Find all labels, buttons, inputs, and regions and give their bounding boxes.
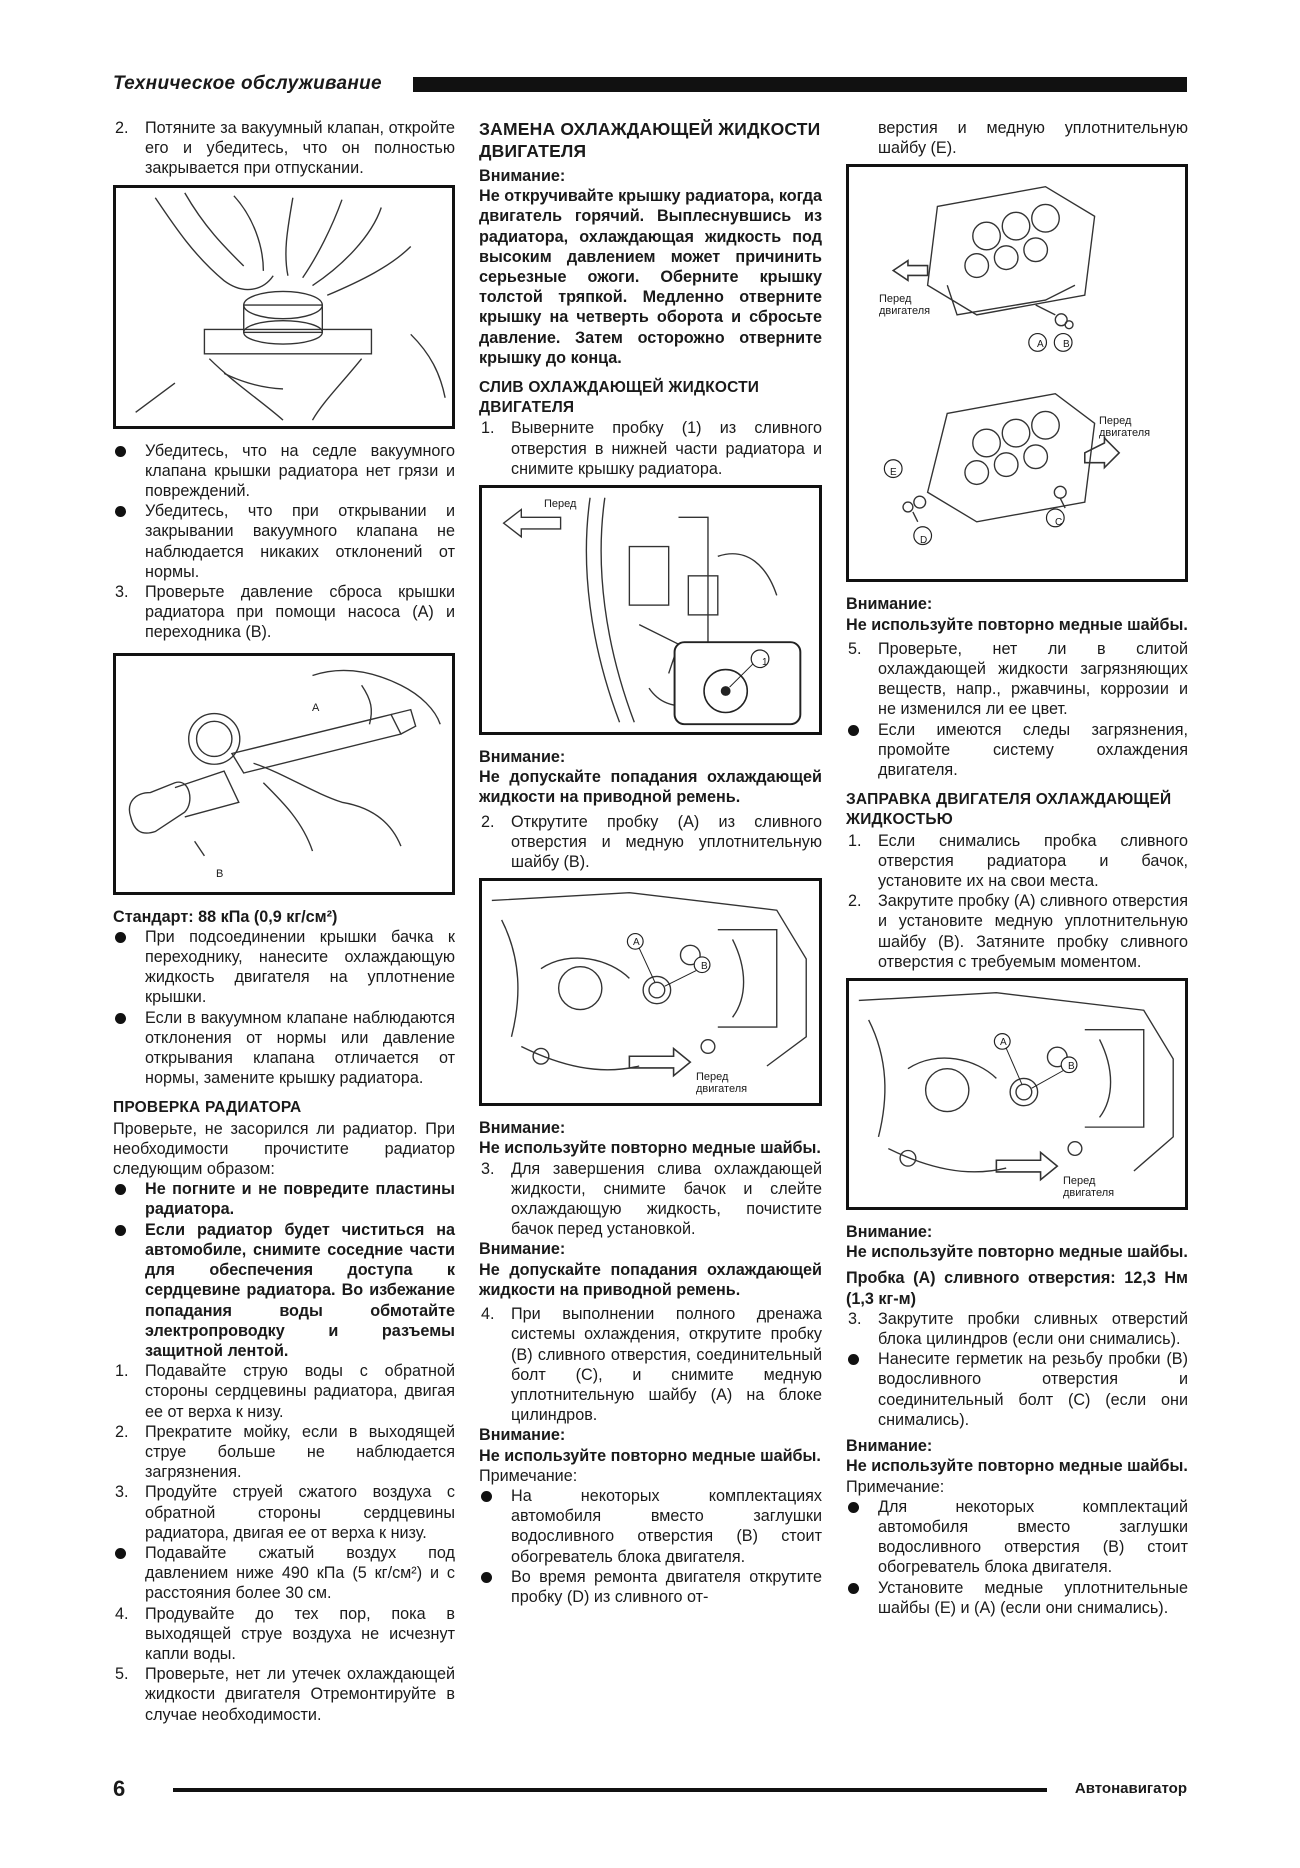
warning-text: Не используйте повторно медные шайбы. bbox=[846, 615, 1188, 634]
page-footer bbox=[113, 1776, 1187, 1804]
list-item: Установите медные уплотнительные шайбы (Е) и (А) (если они снимались). bbox=[846, 1578, 1188, 1618]
heading-fill: ЗАПРАВКА ДВИГАТЕЛЯ ОХЛАЖДАЮЩЕЙ ЖИДКОСТЬЮ bbox=[846, 791, 1172, 829]
list-item: 2. Прекратите мойку, если в выходящей струе больше не наблюдается загрязнения. bbox=[115, 1422, 455, 1482]
warning-text: Не используйте повторно медные шайбы. bbox=[479, 1446, 821, 1465]
warning-text: Не используйте повторно медные шайбы. bbox=[846, 1243, 1188, 1262]
fig-label-a: A bbox=[1037, 339, 1044, 351]
list-item: 3. Проверьте давление сброса крышки радиатора при помощи насоса (А) и переходника (В). bbox=[115, 583, 455, 642]
bullet-icon bbox=[115, 1013, 126, 1024]
list-item: Если в вакуумном клапане наблюдаются отклонения от нормы или давление открывания клапана отличается от нормы, замените крышку радиатора. bbox=[113, 1008, 455, 1089]
bullet-icon bbox=[481, 1572, 492, 1583]
list-item: Не погните и не повредите пластины радиатора. bbox=[113, 1179, 455, 1219]
torque-spec: Пробка (А) сливного отверстия: 12,3 Нм (1,3 кг-м) bbox=[846, 1269, 1188, 1308]
bullet-icon bbox=[115, 932, 126, 943]
bullet-icon bbox=[115, 1184, 126, 1195]
list-item: 2. Закрутите пробку (А) сливного отверстия и установите медную уплотнительную шайбу (В). Затяните пробку сливного отверстия с требуемым моментом. bbox=[848, 892, 1188, 971]
radiator-illustration bbox=[482, 488, 819, 732]
bullet-icon bbox=[115, 506, 126, 517]
warning-label: Внимание: bbox=[479, 167, 566, 185]
list-item: 4. Продувайте до тех пор, пока в выходящей струе воздуха не исчезнут капли воды. bbox=[115, 1604, 455, 1663]
warning-text: Не допускайте попадания охлаждающей жидкости на приводной ремень. bbox=[479, 1260, 822, 1299]
list-item: 4. При выполнении полного дренажа системы охлаждения, открутите пробку (В) сливного отверстия, соединительный болт (С), и снимите медную уплотнительную шайбу (А) на блоке цилиндров. bbox=[481, 1305, 822, 1425]
fig-label-b: B bbox=[1063, 339, 1070, 351]
fig-label-b: B bbox=[216, 867, 224, 880]
figure-radiator-drain bbox=[479, 485, 822, 735]
column-2 bbox=[479, 118, 822, 1607]
page-number: 6 bbox=[113, 1776, 126, 1801]
column-3 bbox=[846, 118, 1188, 1618]
footer-rule bbox=[173, 1788, 1047, 1792]
figure-vacuum-valve bbox=[113, 185, 455, 429]
warning-label: Внимание: bbox=[479, 1240, 566, 1259]
bullet-icon bbox=[115, 446, 126, 457]
fig-label-d: D bbox=[920, 535, 928, 547]
bullet-icon bbox=[481, 1491, 492, 1502]
list-item: 1. Если снимались пробка сливного отверстия радиатора и бачок, установите их на свои места. bbox=[848, 831, 1188, 891]
figure-pressure-tester bbox=[113, 653, 455, 895]
paragraph: Проверьте, не засорился ли радиатор. При необходимости прочистите радиатор следующим образом: bbox=[113, 1119, 455, 1179]
warning-label: Внимание: bbox=[846, 1223, 933, 1242]
bullet-icon bbox=[848, 1354, 859, 1365]
drain-plug-install-illustration bbox=[849, 981, 1185, 1207]
figure-drain-plug bbox=[479, 878, 822, 1106]
fig-label-front-1: Перед двигателя bbox=[879, 293, 931, 318]
bullet-icon bbox=[848, 1502, 859, 1513]
fig-label-one: 1 bbox=[762, 657, 768, 669]
paragraph-continued: верстия и медную уплотнительную шайбу (Е). bbox=[878, 119, 1188, 158]
pump-illustration bbox=[116, 656, 452, 892]
heading-drain: СЛИВ ОХЛАЖДАЮЩЕЙ ЖИДКОСТИ ДВИГАТЕЛЯ bbox=[479, 379, 760, 417]
list-item: 2. Потяните за вакуумный клапан, откройте его и убедитесь, что он полностью закрывается при отпускании. bbox=[115, 119, 455, 178]
list-item: На некоторых комплектациях автомобиля вместо заглушки водосливного отверстия (В) стоит обогреватель блока двигателя. bbox=[479, 1486, 822, 1567]
bullet-icon bbox=[115, 1225, 126, 1236]
list-item: 5. Проверьте, нет ли в слитой охлаждающей жидкости загрязняющих веществ, напр., ржавчины, коррозии и не изменился ли ее цвет. bbox=[848, 639, 1188, 719]
footer-brand: Автонавигатор bbox=[1074, 1780, 1187, 1797]
fig-label-front: Перед двигателя bbox=[1063, 1175, 1115, 1200]
bullet-icon bbox=[848, 1583, 859, 1594]
warning-text: Не используйте повторно медные шайбы. bbox=[479, 1139, 821, 1158]
header-title: Техническое обслуживание bbox=[113, 73, 392, 95]
warning-label: Внимание: bbox=[846, 595, 933, 614]
warning-text: Не используйте повторно медные шайбы. bbox=[846, 1457, 1188, 1476]
figure-drain-plug-install bbox=[846, 978, 1188, 1210]
fig-label-b: B bbox=[701, 961, 708, 973]
heading-radiator: ПРОВЕРКА РАДИАТОРА bbox=[113, 1099, 302, 1117]
list-item: 3. Закрутите пробки сливных отверстий блока цилиндров (если они снимались). bbox=[848, 1309, 1188, 1349]
fig-label-a: A bbox=[633, 937, 640, 949]
warning-text: Не допускайте попадания охлаждающей жидкости на приводной ремень. bbox=[479, 768, 822, 807]
list-item: Если радиатор будет чиститься на автомобиле, снимите соседние части для обеспечения доступа к сердцевине радиатора. Во избежание попадания воды обмотайте электропроводку и разъемы защитной лентой. bbox=[113, 1220, 455, 1361]
fig-label-front-2: Перед двигателя bbox=[1099, 415, 1151, 440]
fig-label-a: A bbox=[312, 701, 320, 714]
fig-label-c: C bbox=[1055, 517, 1063, 529]
warning-label: Внимание: bbox=[479, 1119, 566, 1138]
column-1 bbox=[113, 118, 455, 1725]
note-label: Примечание: bbox=[479, 1466, 578, 1485]
list-item: 2. Открутите пробку (А) из сливного отверстия и медную уплотнительную шайбу (В). bbox=[481, 812, 822, 872]
list-item: 3. Для завершения слива охлаждающей жидкости, снимите бачок и слейте охлаждающую жидкость, почистите бачок перед установкой. bbox=[481, 1159, 822, 1239]
warning-text: Не откручивайте крышку радиатора, когда двигатель горячий. Выплеснувшись из радиатора, охлаждающая жидкость под высоким давлением может причинить серьезные ожоги. Оберните крышку толстой тряпкой. Медленно отверните крышку на четверть оборота и сбросьте давление. Затем осторожно отверните крышку до конца. bbox=[479, 187, 822, 367]
cylinder-block-illustration bbox=[849, 167, 1185, 579]
drain-plug-illustration bbox=[482, 881, 819, 1103]
list-item: 1. Выверните пробку (1) из сливного отверстия в нижней части радиатора и снимите крышку радиатора. bbox=[481, 419, 822, 478]
bullet-icon bbox=[115, 1548, 126, 1559]
list-item: Подавайте сжатый воздух под давлением ниже 490 кПа (5 кг/см²) и с расстояния более 30 см. bbox=[113, 1543, 455, 1604]
fig-label-front: Перед bbox=[544, 498, 577, 511]
list-item: 1. Подавайте струю воды с обратной стороны сердцевины радиатора, двигая ее от верха к низу. bbox=[115, 1362, 455, 1421]
warning-label: Внимание: bbox=[846, 1437, 933, 1456]
header-bar bbox=[413, 77, 1187, 92]
list-item: При подсоединении крышки бачка к переходнику, нанесите охлаждающую жидкость двигателя на уплотнение крышки. bbox=[113, 927, 455, 1008]
list-item: Убедитесь, что на седле вакуумного клапана крышки радиатора нет грязи и повреждений. bbox=[113, 441, 455, 502]
figure-cylinder-block bbox=[846, 164, 1188, 582]
warning-label: Внимание: bbox=[479, 1426, 566, 1445]
fig-label-front: Перед двигателя bbox=[696, 1071, 748, 1096]
note-label: Примечание: bbox=[846, 1477, 945, 1496]
standard-value: Стандарт: 88 кПа (0,9 кг/см²) bbox=[113, 907, 338, 926]
list-item: 3. Продуйте струей сжатого воздуха с обратной стороны сердцевины радиатора, двигая ее от верха к низу. bbox=[115, 1483, 455, 1542]
fig-label-b: B bbox=[1068, 1061, 1075, 1073]
list-item: Если имеются следы загрязнения, промойте систему охлаждения двигателя. bbox=[846, 720, 1188, 781]
list-item: 5. Проверьте, нет ли утечек охлаждающей жидкости двигателя Отремонтируйте в случае необходимости. bbox=[115, 1665, 455, 1724]
section-title: ЗАМЕНА ОХЛАЖДАЮЩЕЙ ЖИДКОСТИ ДВИГАТЕЛЯ bbox=[479, 119, 821, 161]
list-item: Для некоторых комплектаций автомобиля вместо заглушки водосливного отверстия (В) стоит обогреватель блока двигателя. bbox=[846, 1497, 1188, 1578]
page-header bbox=[113, 73, 1187, 95]
list-item: Убедитесь, что при открывании и закрывании вакуумного клапана не наблюдается никаких отклонений от нормы. bbox=[113, 501, 455, 582]
warning-label: Внимание: bbox=[479, 748, 566, 767]
fig-label-e: E bbox=[890, 467, 897, 479]
list-item: Во время ремонта двигателя открутите пробку (D) из сливного от- bbox=[479, 1567, 822, 1607]
fig-label-a: A bbox=[1000, 1037, 1007, 1049]
hands-cap-illustration bbox=[116, 188, 452, 426]
list-item: Нанесите герметик на резьбу пробки (В) водосливного отверстия и соединительный болт (С) (если они снимались). bbox=[846, 1349, 1188, 1430]
bullet-icon bbox=[848, 725, 859, 736]
